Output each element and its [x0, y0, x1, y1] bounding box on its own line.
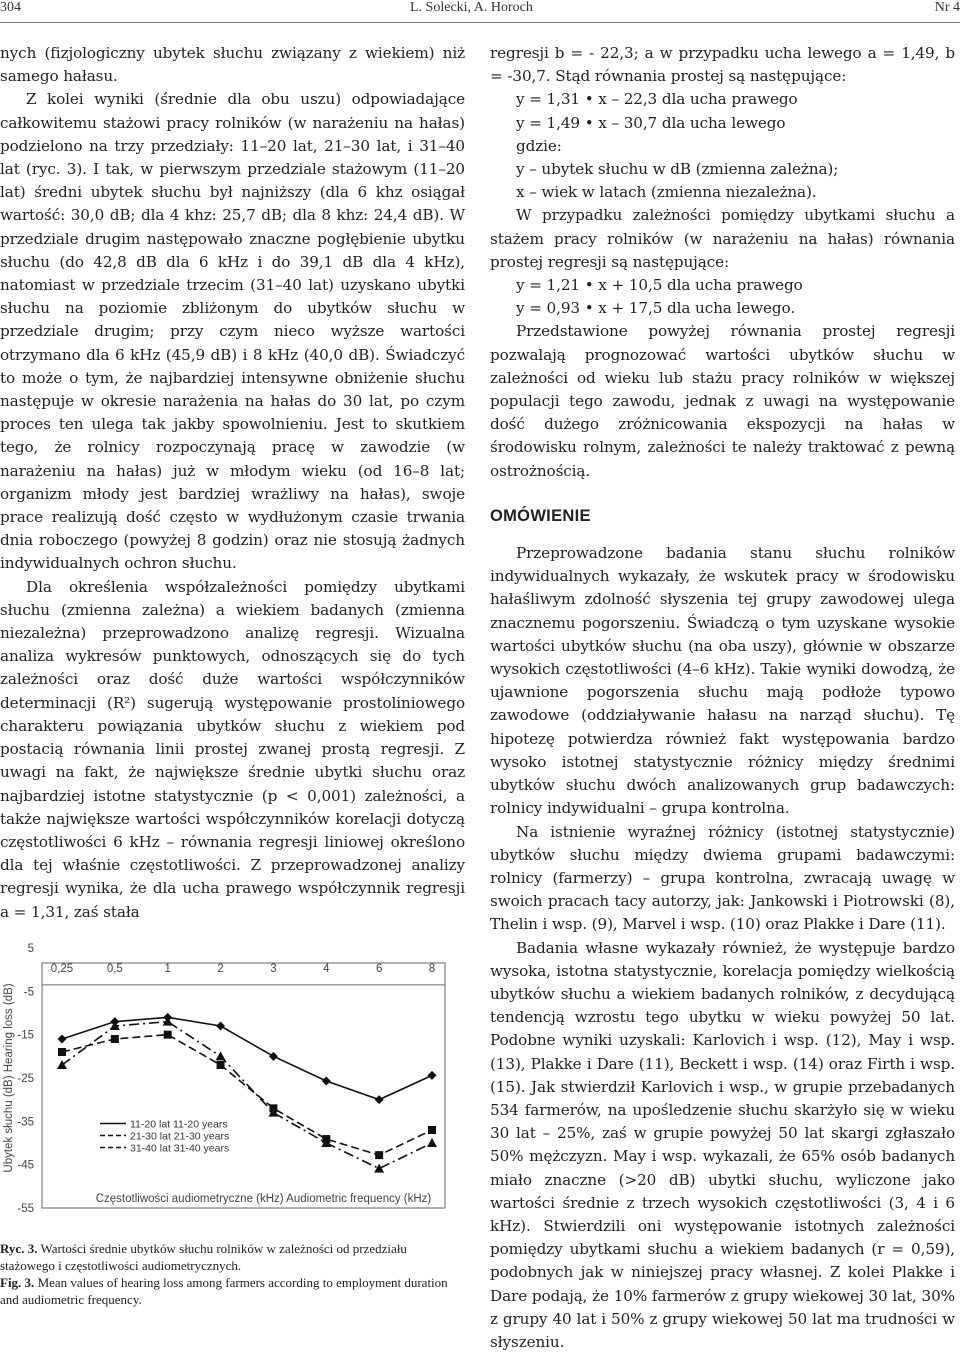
data-point: [57, 1060, 67, 1069]
equation: y = 1,49 • x – 30,7 dla ucha lewego: [516, 113, 786, 132]
paragraph: regresji b = - 22,3; a w przypadku ucha lewego a = 1,49, b = -30,7. Stąd równania prostej są następujące:: [490, 44, 955, 86]
legend-label: 31-40 lat 31-40 years: [130, 1142, 230, 1155]
y-tick-label: -45: [17, 1159, 34, 1172]
paragraph: Przeprowadzone badania stanu słuchu rolników indywidualnych wykazały, że wskutek pracy w środowisku hałaśliwym zdolność słyszenia tej grupy zawodowej ulega znacznemu pogorszeniu. Świadczą o tym uzyskane wysokie wartości ubytków słuchu (na oba uszy), głównie w obszarze wysokich częstotliwości (4–6 kHz). Takie wyniki dowodzą, że ujawnione pogorszenia słuchu mają podłoże typowo zawodowe (oddziaływanie hałasu na narząd słuchu). Tę hipotezę potwierdza również fakt występowania bardzo wysoko istotnej statystycznie różnicy między średnimi ubytków słuchu dwóch analizowanych grup badawczych: rolnicy indywidualni – grupa kontrolna.: [490, 544, 955, 818]
y-tick-label: -5: [23, 986, 34, 999]
paragraph: Dla określenia współzależności pomiędzy ubytkami słuchu (zmienna zależna) a wiekiem badanych (zmienna niezależna) przeprowadzono analizę regresji. Wizualna analiza wykresów punktowych, odnoszących się do tych zależności oraz dość duże wartości współczynników determinacji (R²) sugerują występowanie prostoliniowego charakteru powiązania ubytków słuchu z wiekiem pod postacią równania linii prostej zwanej prostą regresji. Z uwagi na fakt, że największe średnie ubytki słuchu oraz najbardziej istotne statystycznie (p < 0,001) zależności, a także największe wartości współczynników korelacji dotyczą częstotliwości 6 kHz – równania regresji liniowej określono dla tej właśnie częstotliwości. Z przeprowadzonej analizy regresji wynika, że dla ucha prawego współczynnik regresji a = 1,31, zaś stała: [0, 577, 465, 921]
paragraph: nych (fizjologiczny ubytek słuchu związany z wiekiem) niż samego hałasu.: [0, 44, 465, 86]
equation: y = 0,93 • x + 17,5 dla ucha lewego.: [516, 299, 796, 318]
caption-text-en: Mean values of hearing loss among farmers according to employment duration and audiometric frequency.: [0, 1275, 448, 1307]
data-point: [111, 1035, 119, 1043]
section-heading: OMÓWIENIE: [490, 506, 591, 525]
data-point: [428, 1126, 436, 1134]
equation: y = 1,21 • x + 10,5 dla ucha prawego: [516, 276, 803, 295]
page-header: [0, 0, 960, 22]
data-point: [217, 1061, 225, 1069]
left-column: [0, 42, 465, 924]
x-tick-label: 4: [323, 962, 330, 975]
hearing-loss-chart: [0, 930, 465, 1242]
x-tick-label: 1: [164, 962, 171, 975]
x-tick-label: 2: [217, 962, 224, 975]
x-tick-label: 6: [375, 962, 383, 975]
equation: y = 1,31 • x – 22,3 dla ucha prawego: [516, 90, 798, 109]
data-point: [374, 1164, 384, 1173]
y-tick-label: -55: [17, 1203, 34, 1215]
paragraph: Na istnienie wyraźnej różnicy (istotnej statystycznie) ubytków słuchu między dwiema grupami badawczymi: rolnicy (farmerzy) – grupa kontrolna, zwracają uwagę w swoich pracach tacy autorzy, jak: Jankowski i Piotrowski (8), Thelin i wsp. (9), Marvel i wsp. (10) oraz Plakke i Dare (11).: [490, 822, 955, 934]
paragraph: Z kolei wyniki (średnie dla obu uszu) odpowiadające całkowitemu stażowi pracy rolników (w narażeniu na hałas) podzielono na trzy przedziały: 11–20 lat, 21–30 lat, i 31–40 lat (ryc. 3). I tak, w pierwszym przedziale stażowym (11–20 lat) średni ubytek słuchu był najniższy (dla 6 khz osiągał wartość: 30,0 dB; dla 4 khz: 25,7 dB; dla 8 khz: 24,4 dB). W przedziale drugim następowało znaczne pogłębienie ubytku słuchu (do 42,8 dB dla 6 kHz i do 39,1 dB dla 4 kHz), natomiast w przedziale trzecim (31–40 lat) uzyskano ubytki słuchu na poziomie zbliżonym do ubytków słuchu w przedziale drugim; przy czym nieco wyższe wartości otrzymano dla 6 kHz (45,9 dB) i 8 kHz (40,0 dB). Świadczyć to może o tym, że najbardziej intensywne obniżenie słuchu następuje w okresie narażenia na hałas do 30 lat, po czym proces ten ulega tak jakby spowolnieniu. Jest to skutkiem tego, że rolnicy rozpoczynają pracę w zawodzie (w narażeniu na hałas) już w młodym wieku (od 16–8 lat; organizm młody jest bardziej wrażliwy na hałas), swoje prace realizują dość często w wydłużonym czasie trwania dnia roboczego (powyżej 8 godzin) oraz nie stosują żadnych indywidualnych ochron słuchu.: [0, 90, 465, 573]
paragraph: Przedstawione powyżej równania prostej regresji pozwalają prognozować wartości ubytków słuchu w zależności od wieku lub stażu pracy rolników w większej populacji tego zawodu, jednak z uwagi na występowanie dość dużego zróżnicowania ekspozycji na hałas w środowisku rolnym, zależności te należy traktować z pewną ostrożnością.: [490, 322, 955, 480]
data-point: [216, 1022, 225, 1031]
data-point: [58, 1035, 67, 1044]
data-point: [375, 1095, 384, 1104]
issue-number: Nr 4: [934, 0, 960, 15]
running-authors: L. Solecki, A. Horoch: [410, 0, 533, 15]
data-point: [58, 1048, 66, 1056]
y-tick-label: 5: [27, 943, 34, 955]
header-divider: [0, 22, 960, 23]
x-tick-label: 0,25: [50, 962, 74, 975]
page-number: 304: [0, 0, 21, 15]
x-tick-label: 3: [270, 962, 277, 975]
equation-where: gdzie:: [516, 136, 562, 155]
y-axis-label: Ubytek słuchu (dB) Hearing loss (dB): [3, 983, 15, 1173]
figure-3: [0, 930, 465, 1242]
y-tick-label: -15: [17, 1029, 34, 1042]
data-point: [375, 1151, 383, 1159]
caption-label-en: Fig. 3.: [0, 1275, 35, 1290]
data-point: [427, 1138, 437, 1147]
legend-label: 11-20 lat 11-20 years: [130, 1118, 228, 1131]
definition: y – ubytek słuchu w dB (zmienna zależna);: [516, 160, 839, 179]
figure-caption: [0, 1240, 460, 1308]
data-point: [216, 1051, 226, 1060]
data-point: [322, 1077, 331, 1086]
caption-label-pl: Ryc. 3.: [0, 1241, 38, 1256]
right-column: [490, 42, 955, 1354]
x-tick-label: 0,5: [106, 962, 123, 975]
paragraph: Badania własne wykazały również, że występuje bardzo wysoka, istotna statystycznie, korelacja pomiędzy wielkością ubytków słuchu a wiekiem badanych rolników, z decydującą tendencją wzrostu tego ubytku w wieku powyżej 50 lat. Podobne wyniki uzyskali: Karlovich i wsp. (12), May i wsp. (13), Plakke i Dare (11), Beckett i wsp. (14) oraz Firth i wsp. (15). Jak stwierdził Karlovich i wsp., w grupie przebadanych 534 farmerów, na upośledzenie słuchu skarżyło się w wieku 30 lat – 25%, zaś w grupie powyżej 50 lat skargi zgłaszało 50% mężczyzn. May i wsp. wykazali, że 65% osób badanych miało znaczne (>20 dB) ubytki słuchu, wyliczone jako wartości średnie z trzech wysokich częstotliwości (3, 4 i 6 kHz). Stwierdzili oni występowanie istotnych zależności pomiędzy ubytkami słuchu a wiekiem badanych (r = 0,59), podobnych jak w niniejszej pracy własnej. Z kolei Plakke i Dare podają, że 10% farmerów z grupy wiekowej 30 lat, 30% z grupy 40 lat i 50% z grupy wiekowej 50 lat ma trudności w słyszeniu.: [490, 938, 955, 1351]
data-point: [164, 1031, 172, 1039]
caption-text-pl: Wartości średnie ubytków słuchu rolników w zależności od przedziału stażowego i częstotliwości audiometrycznych.: [0, 1241, 407, 1273]
y-tick-label: -25: [17, 1073, 34, 1085]
data-point: [428, 1071, 437, 1080]
data-point: [269, 1052, 278, 1061]
definition: x – wiek w latach (zmienna niezależna).: [516, 183, 817, 202]
legend-label: 21-30 lat 21-30 years: [130, 1130, 230, 1143]
x-axis-label: Częstotliwości audiometryczne (kHz) Audiometric frequency (kHz): [95, 1193, 432, 1205]
plot-frame: [42, 963, 445, 1208]
x-tick-label: 8: [428, 962, 436, 975]
paragraph: W przypadku zależności pomiędzy ubytkami słuchu a stażem pracy rolników (w narażeniu na hałas) równania prostej regresji są następujące:: [490, 206, 955, 271]
y-tick-label: -35: [17, 1116, 34, 1129]
